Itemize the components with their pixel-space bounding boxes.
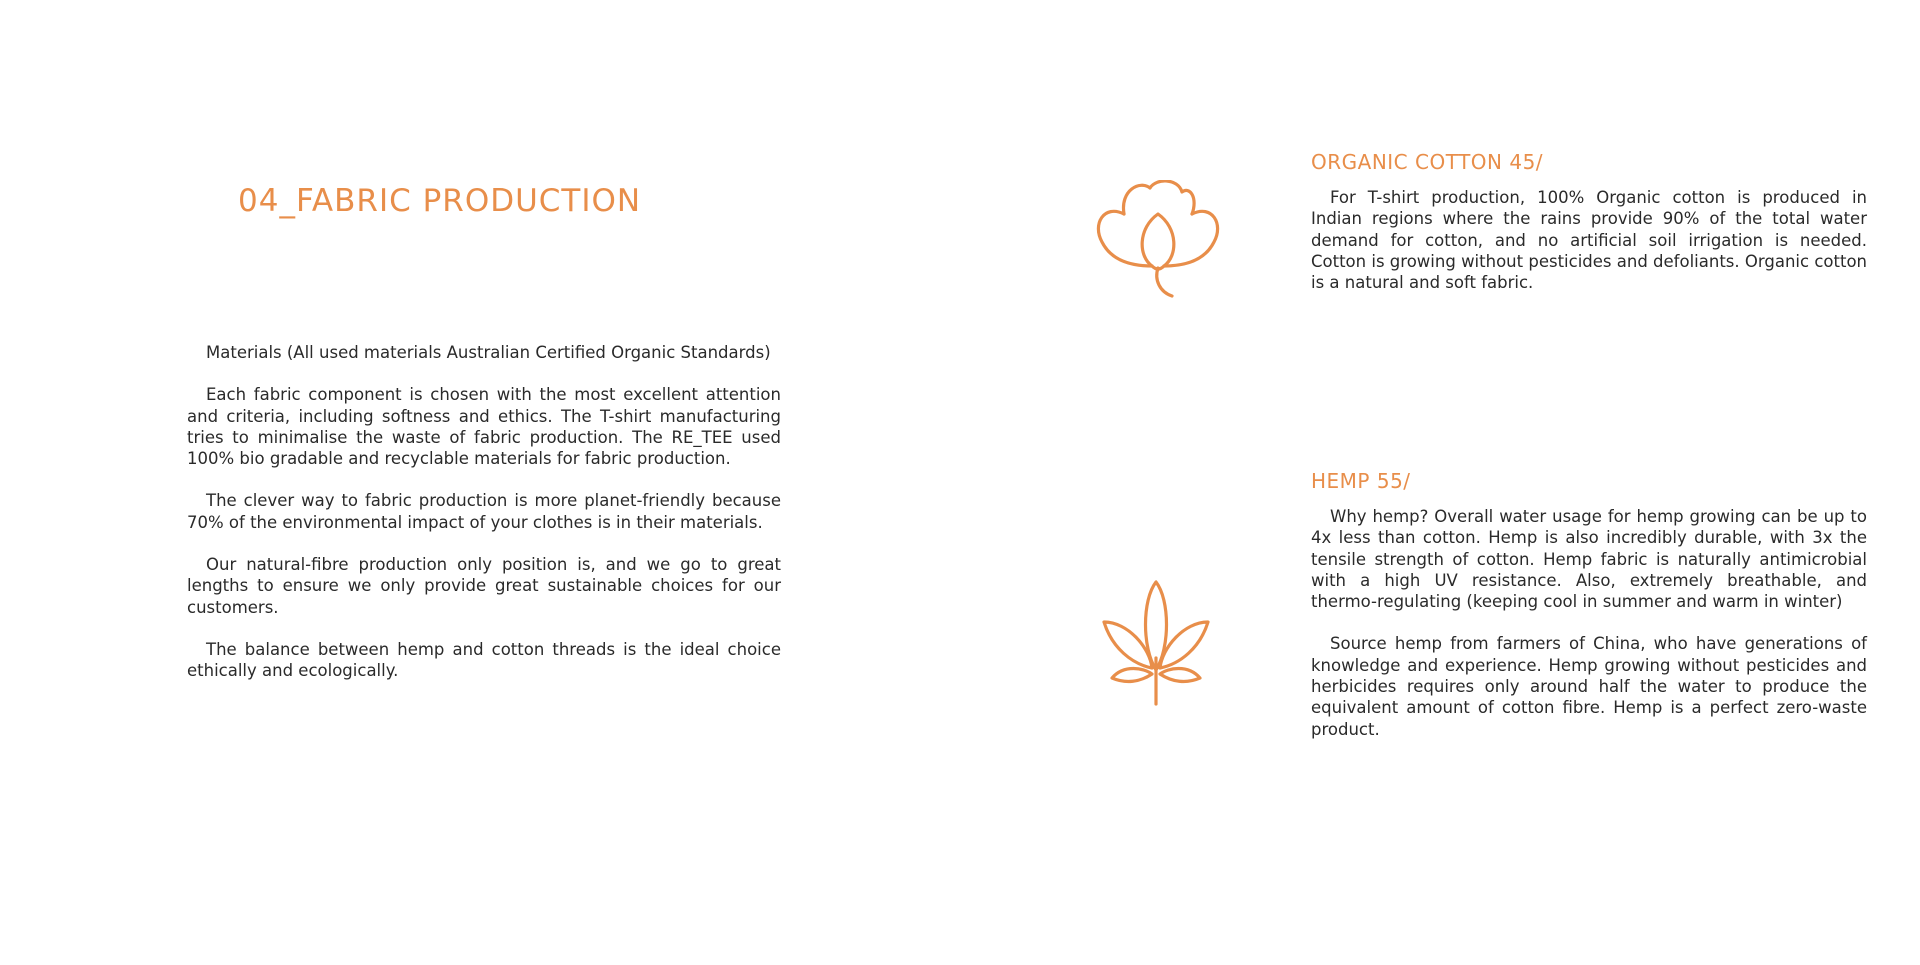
page-title: 04_FABRIC PRODUCTION <box>238 183 642 219</box>
hemp-leaf-icon <box>1098 578 1214 708</box>
planet-friendly-paragraph: The clever way to fabric production is more planet-friendly because 70% of the environmental impact of your clothes is in their materials. <box>187 491 781 532</box>
cotton-flower-icon <box>1094 180 1222 300</box>
natural-fibre-paragraph: Our natural-fibre production only position is, and we go to great lengths to ensure we only provide great sustainable choices for our customers. <box>187 555 781 617</box>
fabric-component-paragraph: Each fabric component is chosen with the most excellent attention and criteria, including softness and ethics. The T-shirt manufacturing tries to minimalise the waste of fabric production. The RE_TEE used 100% bio gradable and recyclable materials for fabric production. <box>187 385 781 469</box>
hemp-source-paragraph: Source hemp from farmers of China, who have generations of knowledge and experience. Hemp growing without pesticides and herbicides requires only around half the water to produce the equivalent amount of cotton fibre. Hemp is a perfect zero-waste product. <box>1311 634 1867 739</box>
organic-cotton-paragraph: For T-shirt production, 100% Organic cotton is produced in Indian regions where the rains provide 90% of the total water demand for cotton, and no artificial soil irrigation is needed. Cotton is growing without pesticides and defoliants. Organic cotton is a natural and soft fabric. <box>1311 188 1867 293</box>
hemp-section <box>1311 469 1867 761</box>
materials-paragraph: Materials (All used materials Australian Certified Organic Standards) <box>206 343 771 362</box>
organic-cotton-title: ORGANIC COTTON 45/ <box>1311 150 1544 174</box>
hemp-title: HEMP 55/ <box>1311 469 1411 493</box>
balance-paragraph: The balance between hemp and cotton threads is the ideal choice ethically and ecologically. <box>187 639 781 681</box>
organic-cotton-section <box>1311 150 1867 314</box>
hemp-why-paragraph: Why hemp? Overall water usage for hemp growing can be up to 4x less than cotton. Hemp is also incredibly durable, with 3x the tensile strength of cotton. Hemp fabric is naturally antimicrobial with a high UV resistance. Also, extremely breathable, and thermo-regulating (keeping cool in summer and warm in winter) <box>1311 507 1867 612</box>
materials-section <box>187 342 781 703</box>
